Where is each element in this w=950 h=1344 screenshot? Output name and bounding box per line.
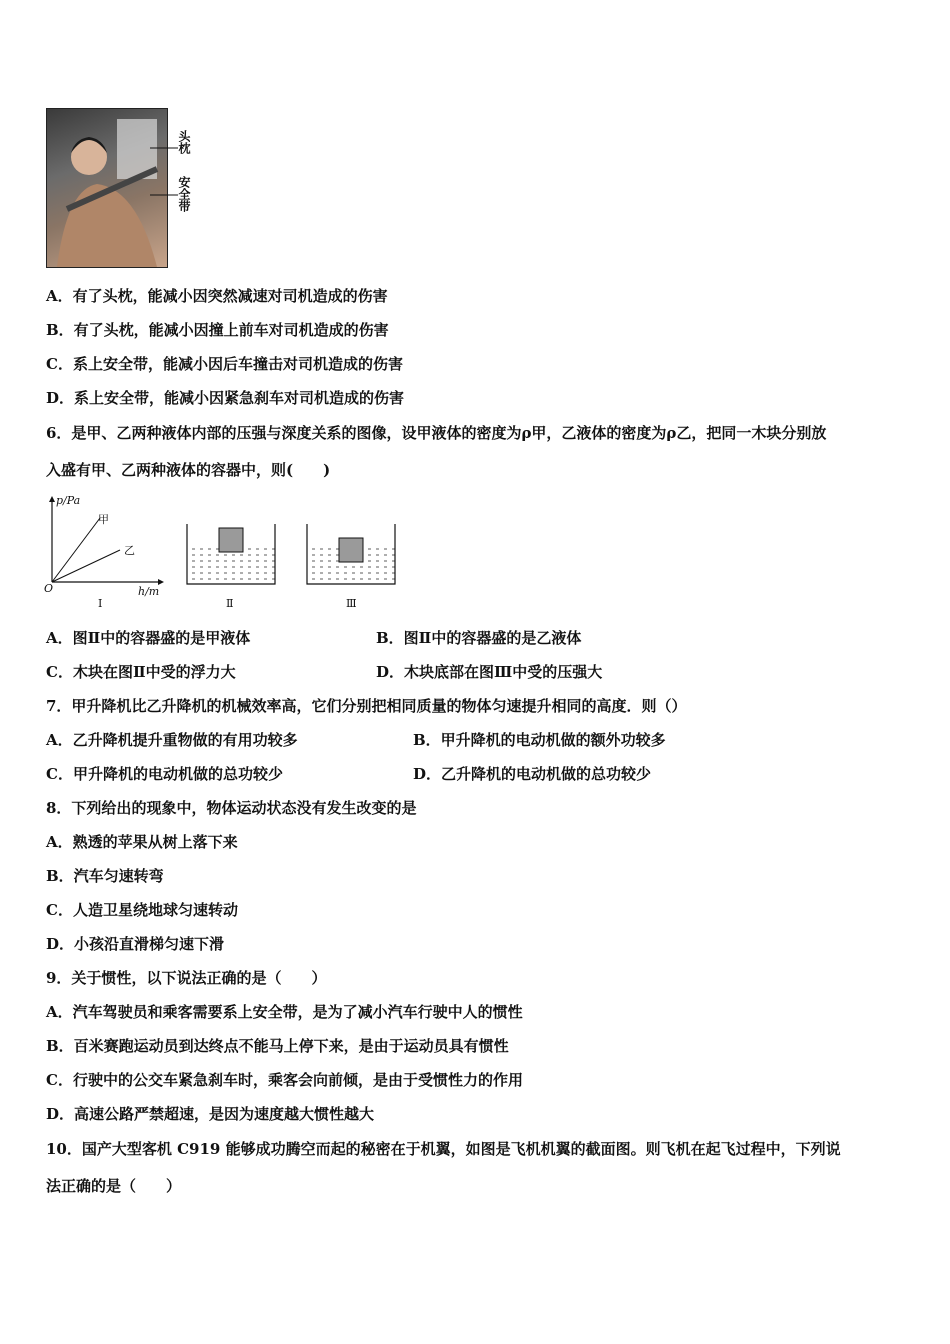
line-jia-label: 甲 — [98, 513, 109, 526]
container-fig2 — [184, 522, 280, 588]
seatbelt-label: 安全带 — [177, 176, 191, 212]
q8-option-b: B．汽车匀速转弯 — [46, 867, 164, 885]
wood-block-fig3 — [339, 538, 363, 562]
q9-option-b: B．百米赛跑运动员到达终点不能马上停下来，是由于运动员具有惯性 — [46, 1037, 509, 1055]
q6-option-c: C．木块在图Ⅱ中受的浮力大 — [46, 663, 236, 681]
y-axis-label: p/Pa — [56, 494, 81, 507]
q6-option-d: D．木块底部在图Ⅲ中受的压强大 — [376, 663, 603, 681]
line-yi — [52, 550, 120, 582]
driver-illustration — [47, 109, 167, 267]
q5-option-a: A．有了头枕，能减小因突然减速对司机造成的伤害 — [46, 287, 388, 305]
container-fig3 — [304, 522, 400, 588]
q8-option-d: D．小孩沿直滑梯匀速下滑 — [46, 935, 225, 953]
headrest-label: 头枕 — [177, 130, 191, 154]
q7-option-c: C．甲升降机的电动机做的总功较少 — [46, 765, 283, 783]
q7-option-d: D．乙升降机的电动机做的总功较少 — [413, 765, 652, 783]
line-yi-label: 乙 — [124, 544, 135, 557]
q8-option-a: A．熟透的苹果从树上落下来 — [46, 833, 238, 851]
q5-option-d: D．系上安全带，能减小因紧急刹车对司机造成的伤害 — [46, 389, 405, 407]
q7-stem: 7．甲升降机比乙升降机的机械效率高，它们分别把相同质量的物体匀速提升相同的高度．则（） — [46, 697, 687, 715]
q8-stem: 8．下列给出的现象中，物体运动状态没有发生改变的是 — [46, 799, 417, 817]
q7-option-b: B．甲升降机的电动机做的额外功较多 — [413, 731, 666, 749]
line-jia — [52, 518, 100, 582]
wood-block-fig2 — [219, 528, 243, 552]
y-axis-arrow — [49, 496, 55, 502]
q9-stem: 9．关于惯性，以下说法正确的是（ ） — [46, 969, 327, 987]
q8-option-c: C．人造卫星绕地球匀速转动 — [46, 901, 238, 919]
fig2-caption: Ⅱ — [226, 597, 234, 610]
fig3-caption: Ⅲ — [346, 597, 357, 610]
q10-stem-line1: 10．国产大型客机 C919 能够成功腾空而起的秘密在于机翼，如图是飞机机翼的截面图。则飞机在起飞过程中，下列说 — [46, 1140, 841, 1158]
q9-option-a: A．汽车驾驶员和乘客需要系上安全带，是为了减小汽车行驶中人的惯性 — [46, 1003, 523, 1021]
q7-option-a: A．乙升降机提升重物做的有用功较多 — [46, 731, 298, 749]
q5-option-c: C．系上安全带，能减小因后车撞击对司机造成的伤害 — [46, 355, 403, 373]
q9-option-d: D．高速公路严禁超速，是因为速度越大惯性越大 — [46, 1105, 375, 1123]
q6-option-b: B．图Ⅱ中的容器盛的是乙液体 — [376, 629, 582, 647]
q6-stem-line1: 6．是甲、乙两种液体内部的压强与深度关系的图像，设甲液体的密度为ρ甲，乙液体的密度为ρ乙，把同一木块分别放 — [46, 424, 827, 442]
q6-option-a: A．图Ⅱ中的容器盛的是甲液体 — [46, 629, 251, 647]
q9-option-c: C．行驶中的公交车紧急刹车时，乘客会向前倾，是由于受惯性力的作用 — [46, 1071, 523, 1089]
q6-stem-line2: 入盛有甲、乙两种液体的容器中，则( ) — [46, 461, 331, 479]
q5-option-b: B．有了头枕，能减小因撞上前车对司机造成的伤害 — [46, 321, 389, 339]
q10-stem-line2: 法正确的是（ ） — [46, 1177, 182, 1195]
fig1-caption: Ⅰ — [98, 597, 103, 610]
origin-label: O — [44, 582, 54, 595]
x-axis-label: h/m — [138, 585, 160, 598]
